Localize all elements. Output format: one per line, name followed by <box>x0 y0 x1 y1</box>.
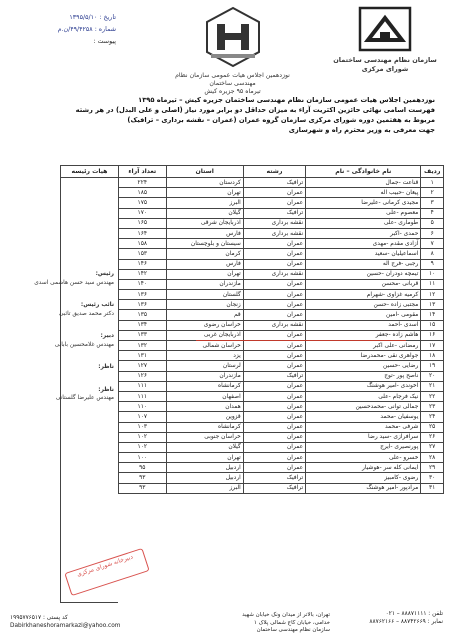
row-number-cell: ۳۱ <box>421 483 444 493</box>
field-cell: ترافیک <box>243 371 305 381</box>
votes-cell: ۹۳ <box>119 473 167 483</box>
province-cell: یزد <box>166 351 243 361</box>
province-cell: قم <box>166 310 243 320</box>
field-cell: عمران <box>243 453 305 463</box>
row-number-cell: ۱۵ <box>421 320 444 330</box>
title-line: مربوط به هفتمین دوره شورای مرکزی سازمان گروه عمران (عمران – نقشه برداری – ترافیک) <box>127 116 435 124</box>
province-cell: اردبیل <box>166 463 243 473</box>
row-number-cell: ۲۴ <box>421 412 444 422</box>
name-cell: رجبی -فرج اله <box>306 259 421 269</box>
table-row <box>119 269 444 279</box>
document-title <box>55 95 435 135</box>
province-cell: البرز <box>166 198 243 208</box>
province-cell: کرمانشاه <box>166 422 243 432</box>
footer-address-line: تهران، بالاتر از میدان ونک خیابان شهید <box>242 612 330 618</box>
col-header-field: رشته <box>243 166 305 178</box>
col-header-name: نام خانوادگی – نام <box>306 166 421 178</box>
name-cell: مرادپور -امیر هوشنگ <box>306 483 421 493</box>
field-cell: عمران <box>243 422 305 432</box>
field-cell: ترافیک <box>243 473 305 483</box>
votes-cell: ۱۱۱ <box>119 391 167 401</box>
table-row <box>119 178 444 188</box>
votes-cell: ۱۰۲ <box>119 432 167 442</box>
province-cell: لرستان <box>166 361 243 371</box>
name-cell: مجیدی کرمانی -علیرضا <box>306 198 421 208</box>
province-cell: آذربایجان شرقی <box>166 218 243 228</box>
row-number-cell: ۵ <box>421 218 444 228</box>
province-cell: فارس <box>166 259 243 269</box>
name-cell: آخوندی -امیر هوشنگ <box>306 381 421 391</box>
footer-contact <box>369 610 443 626</box>
row-number-cell: ۱۷ <box>421 341 444 351</box>
table-header-row <box>119 166 444 178</box>
table-row <box>119 463 444 473</box>
row-number-cell: ۱۳ <box>421 300 444 310</box>
votes-cell: ۱۳۳ <box>119 330 167 340</box>
signatures-block <box>22 270 114 417</box>
name-cell: هاشم زاده -جعفر <box>306 330 421 340</box>
table-row <box>119 371 444 381</box>
votes-cell: ۱۰۷ <box>119 412 167 422</box>
table-row <box>119 249 444 259</box>
footer-email: Dabirkhaneshoramarkazi@yahoo.com <box>10 623 121 629</box>
votes-cell: ۲۲۴ <box>119 178 167 188</box>
table-row <box>119 239 444 249</box>
org-name: سازمان نظام مهندسی ساختمان <box>333 56 437 64</box>
org-logo-block <box>325 6 445 74</box>
row-number-cell: ۱۸ <box>421 351 444 361</box>
event-emblem-icon <box>203 6 263 68</box>
province-cell: تهران <box>166 269 243 279</box>
field-cell: ترافیک <box>243 178 305 188</box>
event-caption: نوزدهمین اجلاس هیات عمومی سازمان نظام مهندسی ساختمان <box>175 72 290 87</box>
field-cell: عمران <box>243 341 305 351</box>
row-number-cell: ۲۸ <box>421 453 444 463</box>
votes-cell: ۱۷۰ <box>119 208 167 218</box>
field-cell: ترافیک <box>243 208 305 218</box>
province-cell: البرز <box>166 483 243 493</box>
table-row <box>119 208 444 218</box>
name-cell: یوسفیان -محمد <box>306 412 421 422</box>
table-row <box>119 432 444 442</box>
field-cell: عمران <box>243 330 305 340</box>
signature-role: ناظر: <box>98 386 114 393</box>
votes-cell: ۱۸۵ <box>119 188 167 198</box>
field-cell: عمران <box>243 300 305 310</box>
signature-role: نائب رئیس: <box>80 302 114 308</box>
name-cell: رضایی -حسین <box>306 361 421 371</box>
province-cell: قزوین <box>166 412 243 422</box>
table-row <box>119 198 444 208</box>
field-cell: عمران <box>243 381 305 391</box>
date-label: تاریخ : ۱۳۹۵/۵/۱۰ <box>69 14 116 21</box>
footer-fax: نمابر : ۸۸۷۴۲۶۶۹ – ۸۸۷۶۲۱۶۶ <box>369 619 443 625</box>
row-number-cell: ۱۲ <box>421 290 444 300</box>
name-cell: پورنصیری -ایرج <box>306 442 421 452</box>
votes-cell: ۱۱۱ <box>119 381 167 391</box>
name-cell: حمدی -اکبر <box>306 228 421 238</box>
signature-name: مهندس سید حسن هاشمی اسدی <box>34 279 114 286</box>
board-header: هیات رئیسه <box>61 166 118 178</box>
province-cell: زنجان <box>166 300 243 310</box>
org-sub: شورای مرکزی <box>361 65 409 73</box>
table-row <box>119 330 444 340</box>
votes-cell: ۹۳ <box>119 483 167 493</box>
table-row <box>119 391 444 401</box>
field-cell: نقشه برداری <box>243 228 305 238</box>
field-cell: عمران <box>243 188 305 198</box>
name-cell: شرفی -محمد <box>306 422 421 432</box>
title-line: نوزدهمین اجلاس هیات عمومی سازمان نظام مهندسی ساختمان جزیره کیش – تیرماه ۱۳۹۵ <box>138 96 435 104</box>
province-cell: تهران <box>166 453 243 463</box>
votes-cell: ۱۰۳ <box>119 422 167 432</box>
table-row <box>119 442 444 452</box>
name-cell: آزادی مقدم -مهدی <box>306 239 421 249</box>
name-cell: قربانی -محسن <box>306 279 421 289</box>
votes-cell: ۱۴۶ <box>119 259 167 269</box>
province-cell: گیلان <box>166 442 243 452</box>
row-number-cell: ۲۷ <box>421 442 444 452</box>
votes-cell: ۱۰۰ <box>119 453 167 463</box>
row-number-cell: ۱۹ <box>421 361 444 371</box>
table-row <box>119 259 444 269</box>
name-cell: پیغان -حبیب اله <box>306 188 421 198</box>
col-header-votes: تعداد آراء <box>119 166 167 178</box>
field-cell: عمران <box>243 402 305 412</box>
row-number-cell: ۲۲ <box>421 391 444 401</box>
field-cell: عمران <box>243 391 305 401</box>
province-cell: گیلان <box>166 208 243 218</box>
candidates-table <box>118 165 444 494</box>
attachment-label: پیوست : <box>93 38 116 45</box>
row-number-cell: ۸ <box>421 249 444 259</box>
number-label: شماره : ۴۹/۴۲۵۸/ن.م <box>57 26 116 33</box>
title-line: جهت معرفی به وزیر محترم راه و شهرسازی <box>288 126 435 134</box>
province-cell: تهران <box>166 188 243 198</box>
table-row <box>119 341 444 351</box>
signature-role: ناظر: <box>98 364 114 370</box>
row-number-cell: ۲۵ <box>421 422 444 432</box>
province-cell: خراسان جنوبی <box>166 432 243 442</box>
field-cell: عمران <box>243 463 305 473</box>
row-number-cell: ۲۳ <box>421 402 444 412</box>
table-row <box>119 483 444 493</box>
province-cell: اصفهان <box>166 391 243 401</box>
name-cell: اسماعیلیان -سعید <box>306 249 421 259</box>
row-number-cell: ۱ <box>421 178 444 188</box>
row-number-cell: ۲۶ <box>421 432 444 442</box>
name-cell: نیک فرجام -علی <box>306 391 421 401</box>
footer-address-line: سازمان نظام مهندسی ساختمان <box>256 627 330 633</box>
province-cell: آذربایجان غربی <box>166 330 243 340</box>
row-number-cell: ۳۰ <box>421 473 444 483</box>
field-cell: ترافیک <box>243 483 305 493</box>
votes-cell: ۱۱۰ <box>119 402 167 412</box>
province-cell: کرمانشاه <box>166 381 243 391</box>
province-cell: گلستان <box>166 290 243 300</box>
field-cell: عمران <box>243 351 305 361</box>
footer-phone: تلفن : ۸۸۸۷۱۱۱۱ – ۰۲۱ <box>385 611 443 617</box>
row-number-cell: ۴ <box>421 208 444 218</box>
votes-cell: ۱۶۴ <box>119 228 167 238</box>
votes-cell: ۱۲۶ <box>119 371 167 381</box>
province-cell: کردستان <box>166 178 243 188</box>
table-row <box>119 412 444 422</box>
signature-role: دبیر: <box>100 333 114 339</box>
signature-name: مهندس غلامحسین بابایی <box>54 341 114 348</box>
table-row <box>119 351 444 361</box>
footer-postal-email <box>10 614 120 630</box>
field-cell: عمران <box>243 361 305 371</box>
votes-cell: ۱۳۵ <box>119 310 167 320</box>
field-cell: نقشه برداری <box>243 320 305 330</box>
votes-cell: ۱۳۶ <box>119 290 167 300</box>
table-row <box>119 320 444 330</box>
event-sub: تیرماه ۹۵ جزیره کیش <box>204 88 261 95</box>
table-row <box>119 422 444 432</box>
signature-name: دکتر محمد صدیق تائبی <box>58 310 114 317</box>
name-cell: جواهری نقی -محمدرضا <box>306 351 421 361</box>
votes-cell: ۱۴۲ <box>119 269 167 279</box>
row-number-cell: ۱۱ <box>421 279 444 289</box>
table-row <box>119 218 444 228</box>
province-cell: فارس <box>166 228 243 238</box>
name-cell: مجتبی زاده -حسن <box>306 300 421 310</box>
votes-cell: ۱۳۶ <box>119 300 167 310</box>
votes-cell: ۱۳۲ <box>119 341 167 351</box>
field-cell: عمران <box>243 198 305 208</box>
signature-role: رئیس: <box>95 271 114 277</box>
name-cell: سرافرازی -سید رضا <box>306 432 421 442</box>
votes-cell: ۱۰۲ <box>119 442 167 452</box>
name-cell: جمالی توانی -محمدحسین <box>306 402 421 412</box>
name-cell: اسدی -احمد <box>306 320 421 330</box>
row-number-cell: ۲۰ <box>421 371 444 381</box>
footer-address-line: خدامی، خیابان کاج شمالی پلاک ۱ <box>253 619 330 626</box>
field-cell: عمران <box>243 412 305 422</box>
votes-cell: ۱۶۵ <box>119 218 167 228</box>
footer-address <box>180 612 330 635</box>
org-logo-icon <box>358 6 412 52</box>
row-number-cell: ۳ <box>421 198 444 208</box>
row-number-cell: ۲۹ <box>421 463 444 473</box>
field-cell: عمران <box>243 290 305 300</box>
name-cell: کرمیه غزاوی -شهرام <box>306 290 421 300</box>
name-cell: ناصح پور -توج <box>306 371 421 381</box>
province-cell: خراسان رضوی <box>166 320 243 330</box>
table-row <box>119 361 444 371</box>
name-cell: تیمچه دودران -حسین <box>306 269 421 279</box>
field-cell: عمران <box>243 432 305 442</box>
province-cell: اردبیل <box>166 473 243 483</box>
title-line: فهرست اسامی نهائی حائزین اکثریت آراء به میزان حداقل دو برابر مورد نیاز (اصلی و علی البدل) در هر رشته <box>75 106 435 114</box>
row-number-cell: ۱۰ <box>421 269 444 279</box>
name-cell: مقومی -امین <box>306 310 421 320</box>
votes-cell: ۱۴۰ <box>119 279 167 289</box>
table-row <box>119 310 444 320</box>
field-cell: نقشه برداری <box>243 218 305 228</box>
strike-line <box>196 340 406 341</box>
province-cell: مازندران <box>166 279 243 289</box>
table-row <box>119 228 444 238</box>
row-number-cell: ۹ <box>421 259 444 269</box>
col-header-row-number: ردیف <box>421 166 444 178</box>
votes-cell: ۱۵۳ <box>119 249 167 259</box>
row-number-cell: ۱۶ <box>421 330 444 340</box>
votes-cell: ۱۳۱ <box>119 351 167 361</box>
field-cell: عمران <box>243 249 305 259</box>
field-cell: عمران <box>243 442 305 452</box>
col-header-province: استان <box>166 166 243 178</box>
table-row <box>119 300 444 310</box>
province-cell: همدان <box>166 402 243 412</box>
table-row <box>119 188 444 198</box>
field-cell: عمران <box>243 310 305 320</box>
table-row <box>119 381 444 391</box>
field-cell: نقشه برداری <box>243 269 305 279</box>
table-row <box>119 473 444 483</box>
footer-postal: کد پستی : ۱۹۹۵۷۷۶۵۱۷ <box>10 615 68 621</box>
name-cell: معصوم -علی <box>306 208 421 218</box>
province-cell: خراسان شمالی <box>166 341 243 351</box>
province-cell: سیستان و بلوچستان <box>166 239 243 249</box>
votes-cell: ۱۵۸ <box>119 239 167 249</box>
name-cell: طوماری -علی <box>306 218 421 228</box>
row-number-cell: ۲۱ <box>421 381 444 391</box>
event-emblem-block <box>170 6 295 96</box>
name-cell: قناعت -جمال <box>306 178 421 188</box>
row-number-cell: ۱۴ <box>421 310 444 320</box>
votes-cell: ۹۵ <box>119 463 167 473</box>
province-cell: مازندران <box>166 371 243 381</box>
received-stamp: دبیرخانه شورای مرکزی <box>64 548 149 596</box>
table-row <box>119 453 444 463</box>
field-cell: عمران <box>243 259 305 269</box>
name-cell: رضوی -کامبیز <box>306 473 421 483</box>
votes-cell: ۱۲۷ <box>119 361 167 371</box>
votes-cell: ۱۳۴ <box>119 320 167 330</box>
row-number-cell: ۲ <box>421 188 444 198</box>
row-number-cell: ۷ <box>421 239 444 249</box>
letter-meta <box>6 12 116 48</box>
name-cell: رمضانی -علی اکبر <box>306 341 421 351</box>
table-row <box>119 402 444 412</box>
votes-cell: ۱۷۵ <box>119 198 167 208</box>
field-cell: عمران <box>243 239 305 249</box>
name-cell: ایمانی کله سر -هوشیار <box>306 463 421 473</box>
row-number-cell: ۶ <box>421 228 444 238</box>
table-row <box>119 279 444 289</box>
signature-name: مهندس علیرضا گلستانی <box>55 395 114 401</box>
table-row <box>119 290 444 300</box>
field-cell: عمران <box>243 279 305 289</box>
name-cell: خسرو -علی <box>306 453 421 463</box>
province-cell: کرمان <box>166 249 243 259</box>
